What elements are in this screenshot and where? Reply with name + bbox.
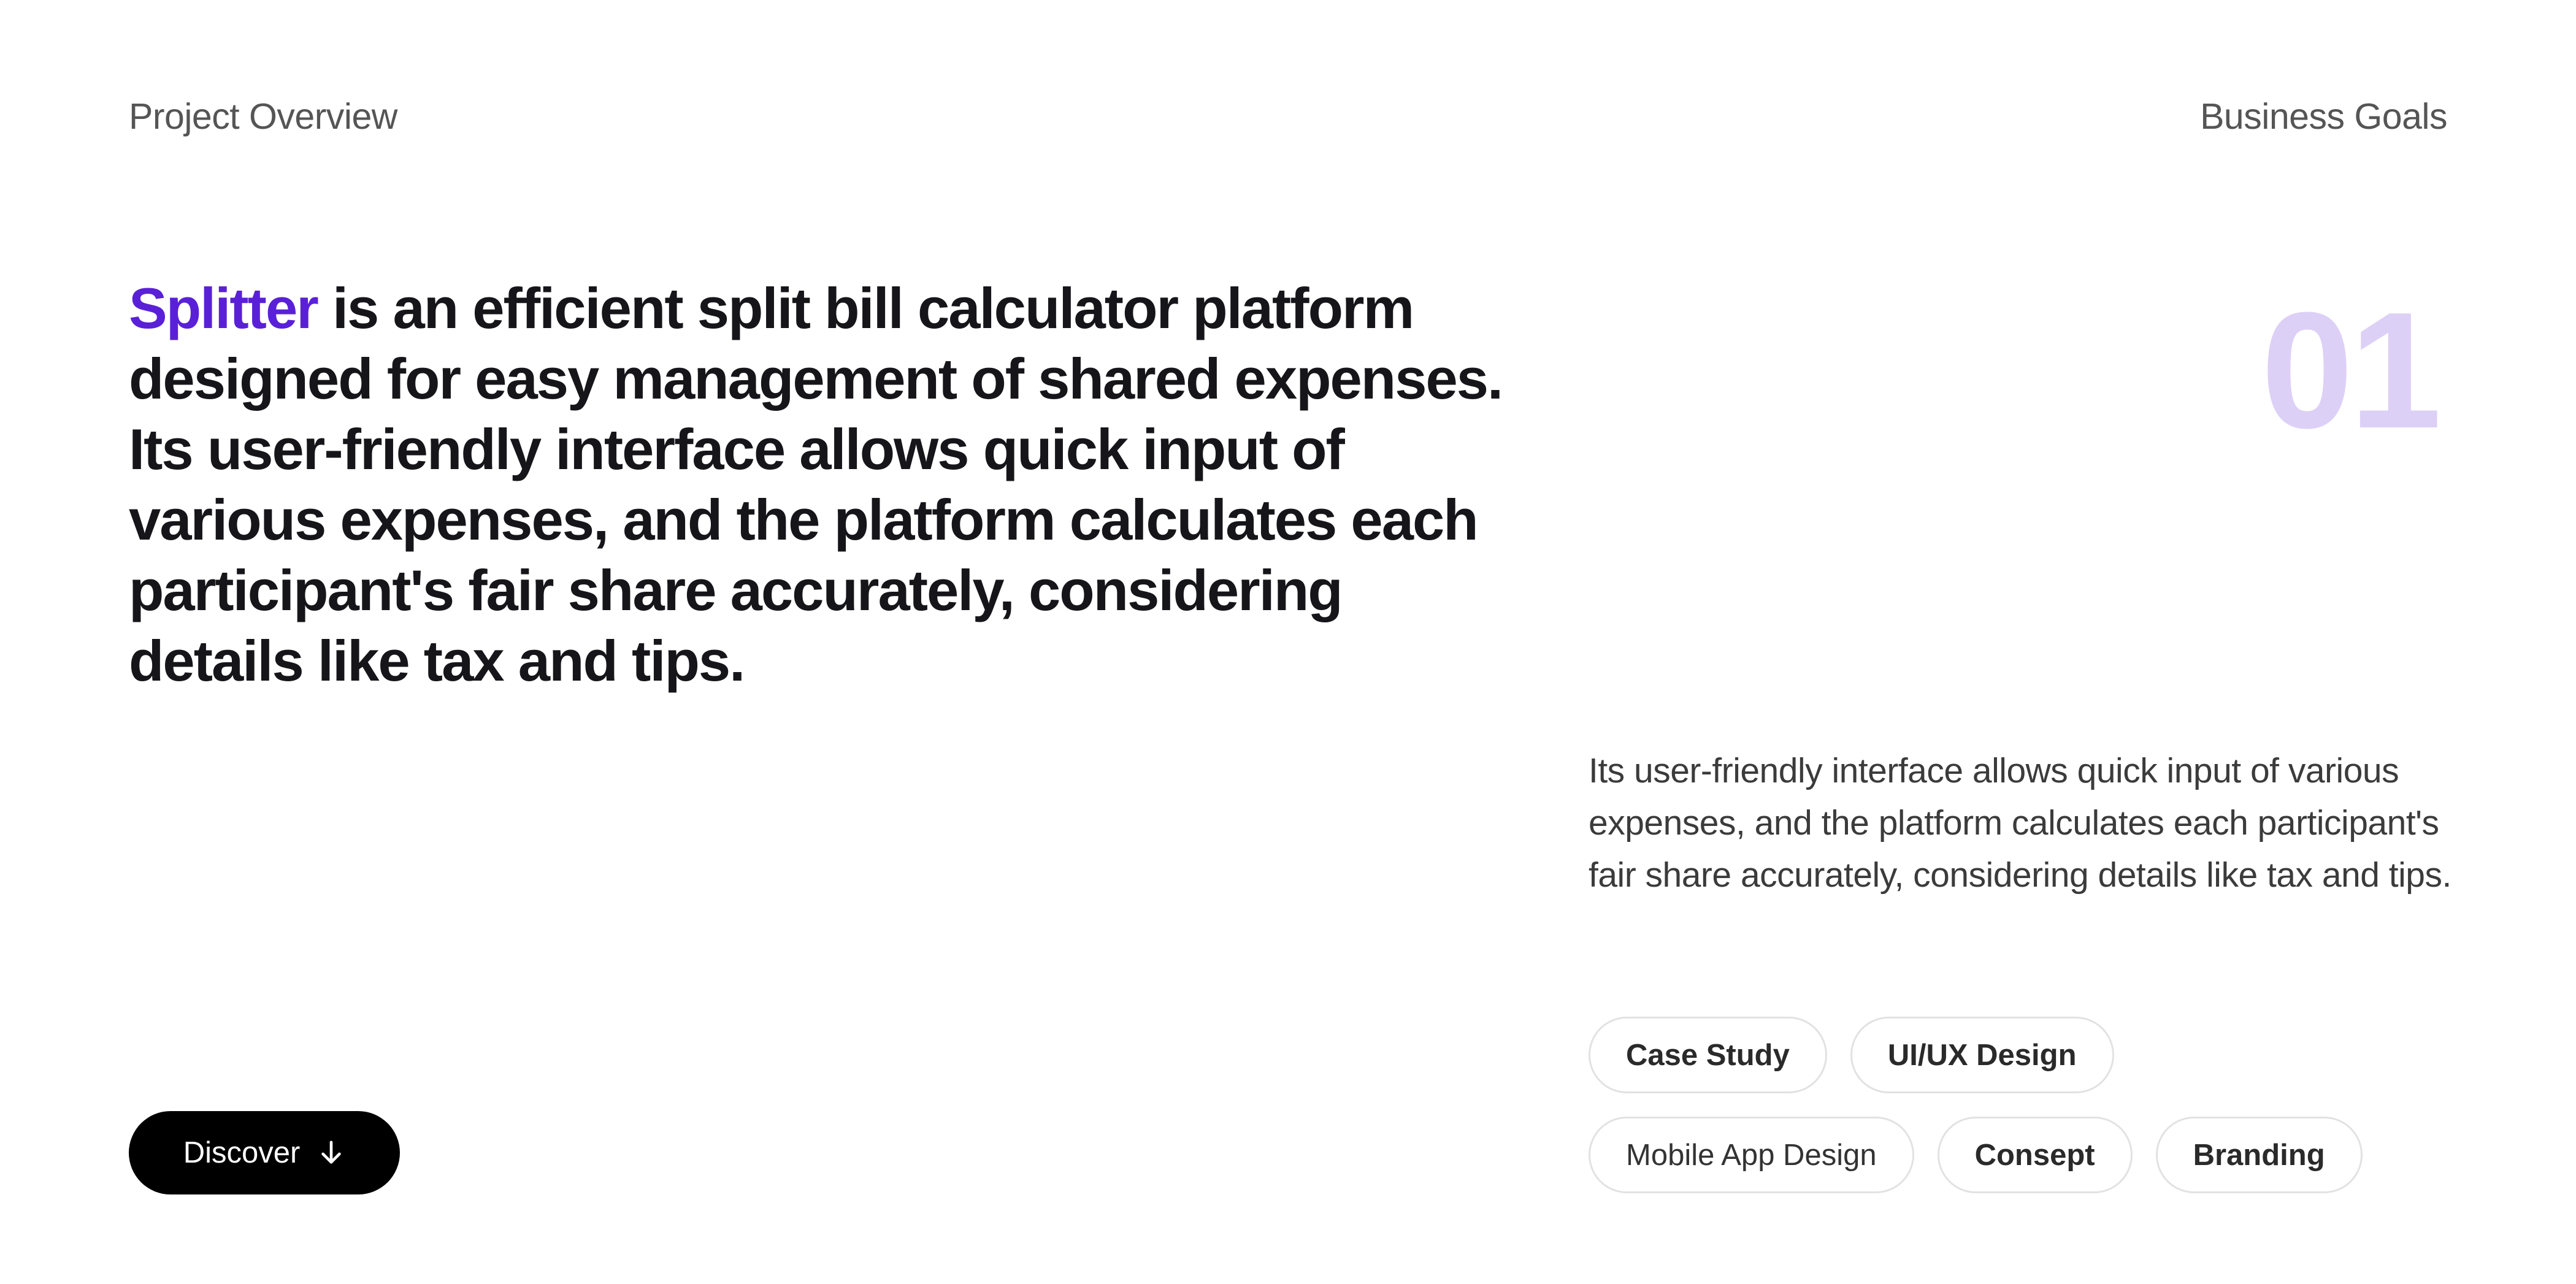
goal-description: Its user-friendly interface allows quick input of various expenses, and the platform calculates each participant's fair share accurately, considering details like tax and tips. [1589, 751, 2451, 895]
discover-button[interactable] [129, 1111, 400, 1194]
tag-branding[interactable]: Branding [2156, 1117, 2363, 1193]
tag-mobile-app-design[interactable]: Mobile App Design [1589, 1117, 1914, 1193]
business-goals-label: Business Goals [2200, 96, 2447, 137]
tag-list [1589, 1017, 2459, 1193]
tag-consept[interactable]: Consept [1938, 1117, 2133, 1193]
tag-ui-ux-design[interactable]: UI/UX Design [1850, 1017, 2114, 1093]
brand-name: Splitter [129, 276, 318, 340]
goal-number: 01 [2261, 278, 2438, 463]
project-overview-label: Project Overview [129, 96, 397, 137]
tag-case-study[interactable]: Case Study [1589, 1017, 1827, 1093]
arrow-down-icon [317, 1139, 345, 1167]
headline-text: is an efficient split bill calculator platform designed for easy management of shared expenses. Its user-friendly interface allows quick input of various expenses, and the platform calculates each participant's fair share accurately, considering details like tax and tips. [129, 276, 1503, 693]
discover-button-label: Discover [183, 1136, 301, 1169]
intro-headline [129, 273, 1515, 696]
